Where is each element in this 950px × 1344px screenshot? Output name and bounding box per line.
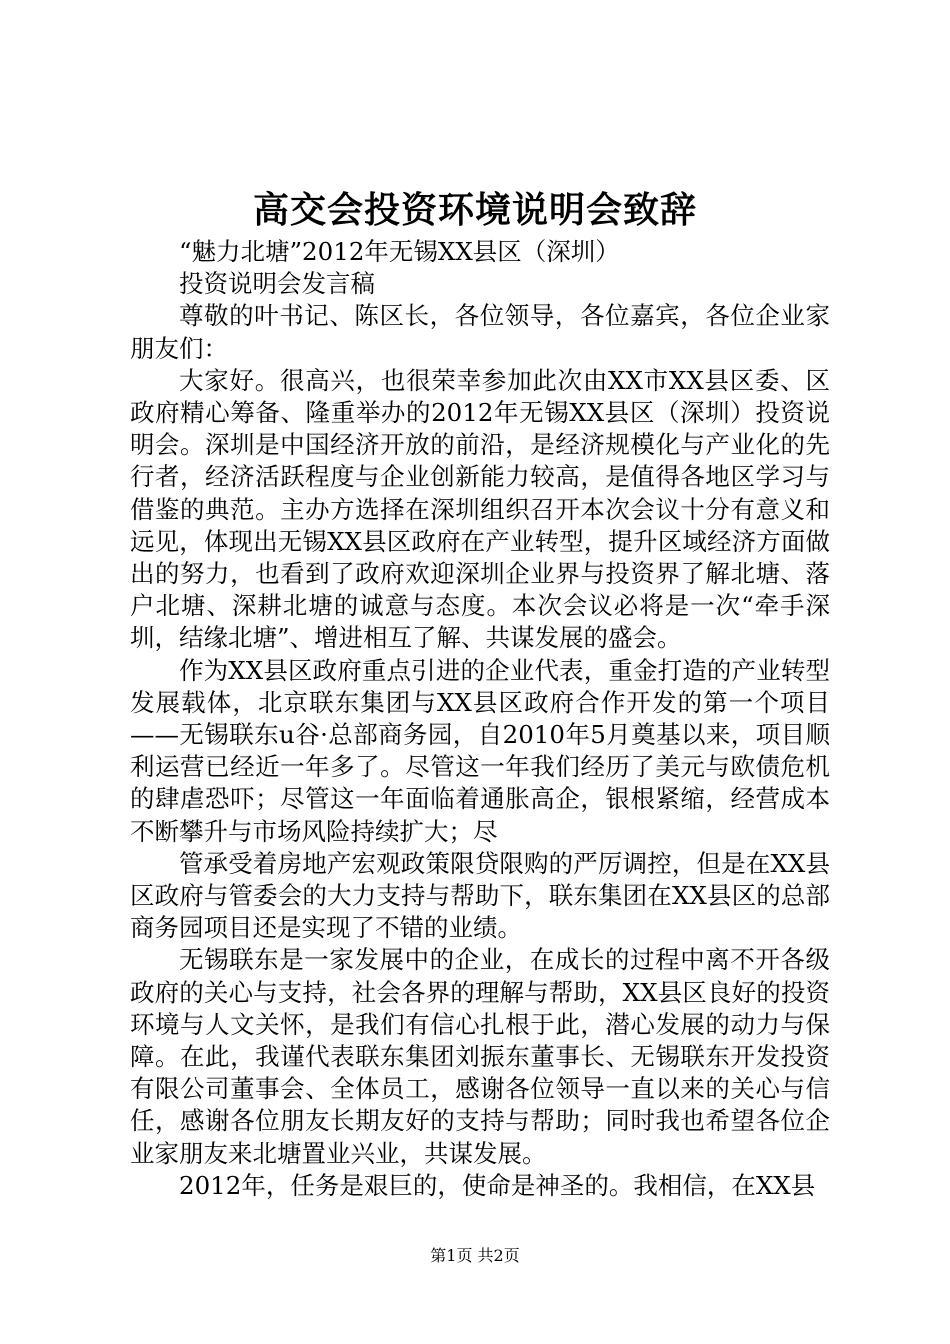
paragraph-performance: 管承受着房地产宏观政策限贷限购的严厉调控，但是在XX县区政府与管委会的大力支持与帮助下，联东集团在XX县区的总部商务园项目还是实现了不错的业绩。 [130,848,830,943]
paragraph-outlook: 2012年，任务是艰巨的，使命是神圣的。我相信，在XX县 [179,1170,816,1200]
paragraph-salutation: 尊敬的叶书记、陈区长，各位领导，各位嘉宾，各位企业家朋友们： [130,301,830,363]
paragraph-greeting: 大家好。很高兴，也很荣幸参加此次由XX市XX县区委、区政府精心筹备、隆重举办的2012年无锡XX县区（深圳）投资说明会。深圳是中国经济开放的前沿，是经济规模化与产业化的先行者，经济活跃程度与企业创新能力较高，是值得各地区学习与借鉴的典范。主办方选择在深圳组织召开本次会议十分有意义和远见，体现出无锡XX县区政府在产业转型，提升区域经济方面做出的努力，也看到了政府欢迎深圳企业界与投资界了解北塘、落户北塘、深耕北塘的诚意与态度。本次会议必将是一次“牵手深圳，结缘北塘”、增进相互了解、共谋发展的盛会。 [130,365,830,653]
document-body [130,236,830,1202]
paragraph-thanks: 无锡联东是一家发展中的企业，在成长的过程中离不开各级政府的关心与支持，社会各界的理解与帮助，XX县区良好的投资环境与人文关怀，是我们有信心扎根于此，潜心发展的动力与保障。在此，我谨代表联东集团刘振东董事长、无锡联东开发投资有限公司董事会、全体员工，感谢各位领导一直以来的关心与信任，感谢各位朋友长期友好的支持与帮助；同时我也希望各位企业家朋友来北塘置业兴业，共谋发展。 [130,945,830,1168]
page-footer: 第1页 共2页 [430,1246,520,1265]
paragraph-company-intro: 作为XX县区政府重点引进的企业代表，重金打造的产业转型发展载体，北京联东集团与XX县区政府合作开发的第一个项目——无锡联东u谷·总部商务园，自2010年5月奠基以来，项目顺利运营已经近一年多了。尽管这一年我们经历了美元与欧债危机的肆虐恐吓；尽管这一年面临着通胀高企，银根紧缩，经营成本不断攀升与市场风险持续扩大；尽 [130,655,830,846]
paragraph-subtitle-2: 投资说明会发言稿 [179,269,375,299]
paragraph-subtitle-1: “魅力北塘”2012年无锡XX县区（深圳） [179,237,620,266]
document-title: 高交会投资环境说明会致辞 [252,189,697,231]
